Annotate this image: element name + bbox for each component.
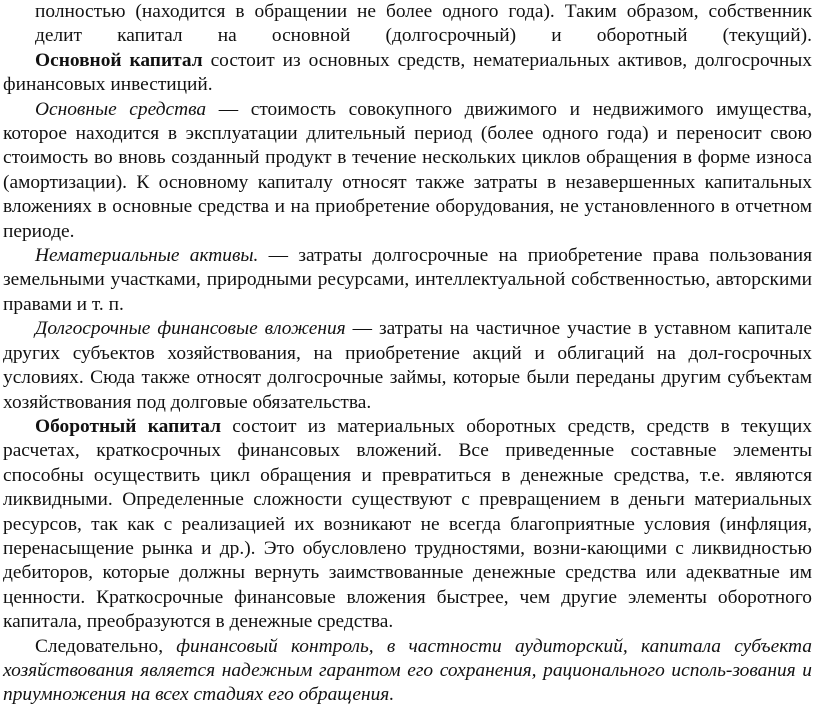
- text-segment: Следовательно,: [35, 635, 177, 657]
- term-intangible-assets: Нематериальные активы.: [35, 245, 259, 267]
- term-long-term-investments: Долгосрочные финансовые вложения: [35, 318, 346, 340]
- text-segment: — стоимость совокупного движимого и недвижимого имущества, которое находится в эксплуатации длительный период (более одного года) и переносит свою стоимость во вновь созданный продукт в течение нескольких циклов обращения в форме износа (амортизации). К основному капиталу относят также затраты в незавершенных капитальных вложениях в основные средства и на приобретение оборудования, не установленного в отчетном периоде.: [3, 98, 812, 242]
- term-fixed-assets: Основные средства: [35, 98, 207, 120]
- text-segment: состоит из материальных оборотных средств, средств в текущих расчетах, краткосрочных финансовых вложений. Все приведенные составные элементы способны осуществить цикл обращения и превратиться в денежные средства, т.е. являются ликвидными. Определенные сложности существуют с превращением в деньги материальных ресурсов, так как с реализацией их возникают не всегда благоприятные условия (инфляция, перенасыщение рынка и др.). Это обусловлено трудностями, возни-кающими с ликвидностью дебиторов, которые должны вернуть заимствованные денежные средства или адекватные им ценности. Краткосрочные финансовые вложения быстрее, чем другие элементы оборотного капитала, преобразуются в денежные средства.: [3, 415, 812, 633]
- paragraph-continuation: [3, 0, 812, 49]
- text-segment: полностью (находится в обращении не более одного года). Таким образом, собственник делит капитал на основной (долгосрочный) и оборотный (текущий).: [35, 1, 812, 47]
- text-segment: — затраты на частичное участие в уставном капитале других субъектов хозяйствования, на приобретение акций и облигаций на дол-госрочных условиях. Сюда также относят долгосрочные займы, которые были переданы другим субъектам хозяйствования под долговые обязательства.: [3, 318, 812, 413]
- paragraph-fixed-capital: [3, 49, 812, 98]
- paragraph-conclusion: [3, 635, 812, 708]
- term-working-capital: Оборотный капитал: [35, 415, 221, 437]
- paragraph-long-term-investments: [3, 317, 812, 415]
- paragraph-working-capital: [3, 415, 812, 635]
- text-segment: состоит из основных средств, нематериальных активов, долгосрочных финансовых инвестиций.: [3, 49, 812, 96]
- text-segment: — затраты долгосрочные на приобретение права пользования земельными участками, природными ресурсами, интеллектуальной собственностью, авторскими правами и т. п.: [3, 245, 813, 315]
- term-fixed-capital: Основной капитал: [35, 49, 203, 71]
- conclusion-emphasis: финансовый контроль, в частности аудиторский, капитала субъекта хозяйствования является надежным гарантом его сохранения, рационального исполь-зования и приумножения на всех стадиях его обращения.: [3, 635, 812, 706]
- paragraph-intangible-assets: [3, 244, 812, 317]
- paragraph-fixed-assets: [3, 98, 812, 244]
